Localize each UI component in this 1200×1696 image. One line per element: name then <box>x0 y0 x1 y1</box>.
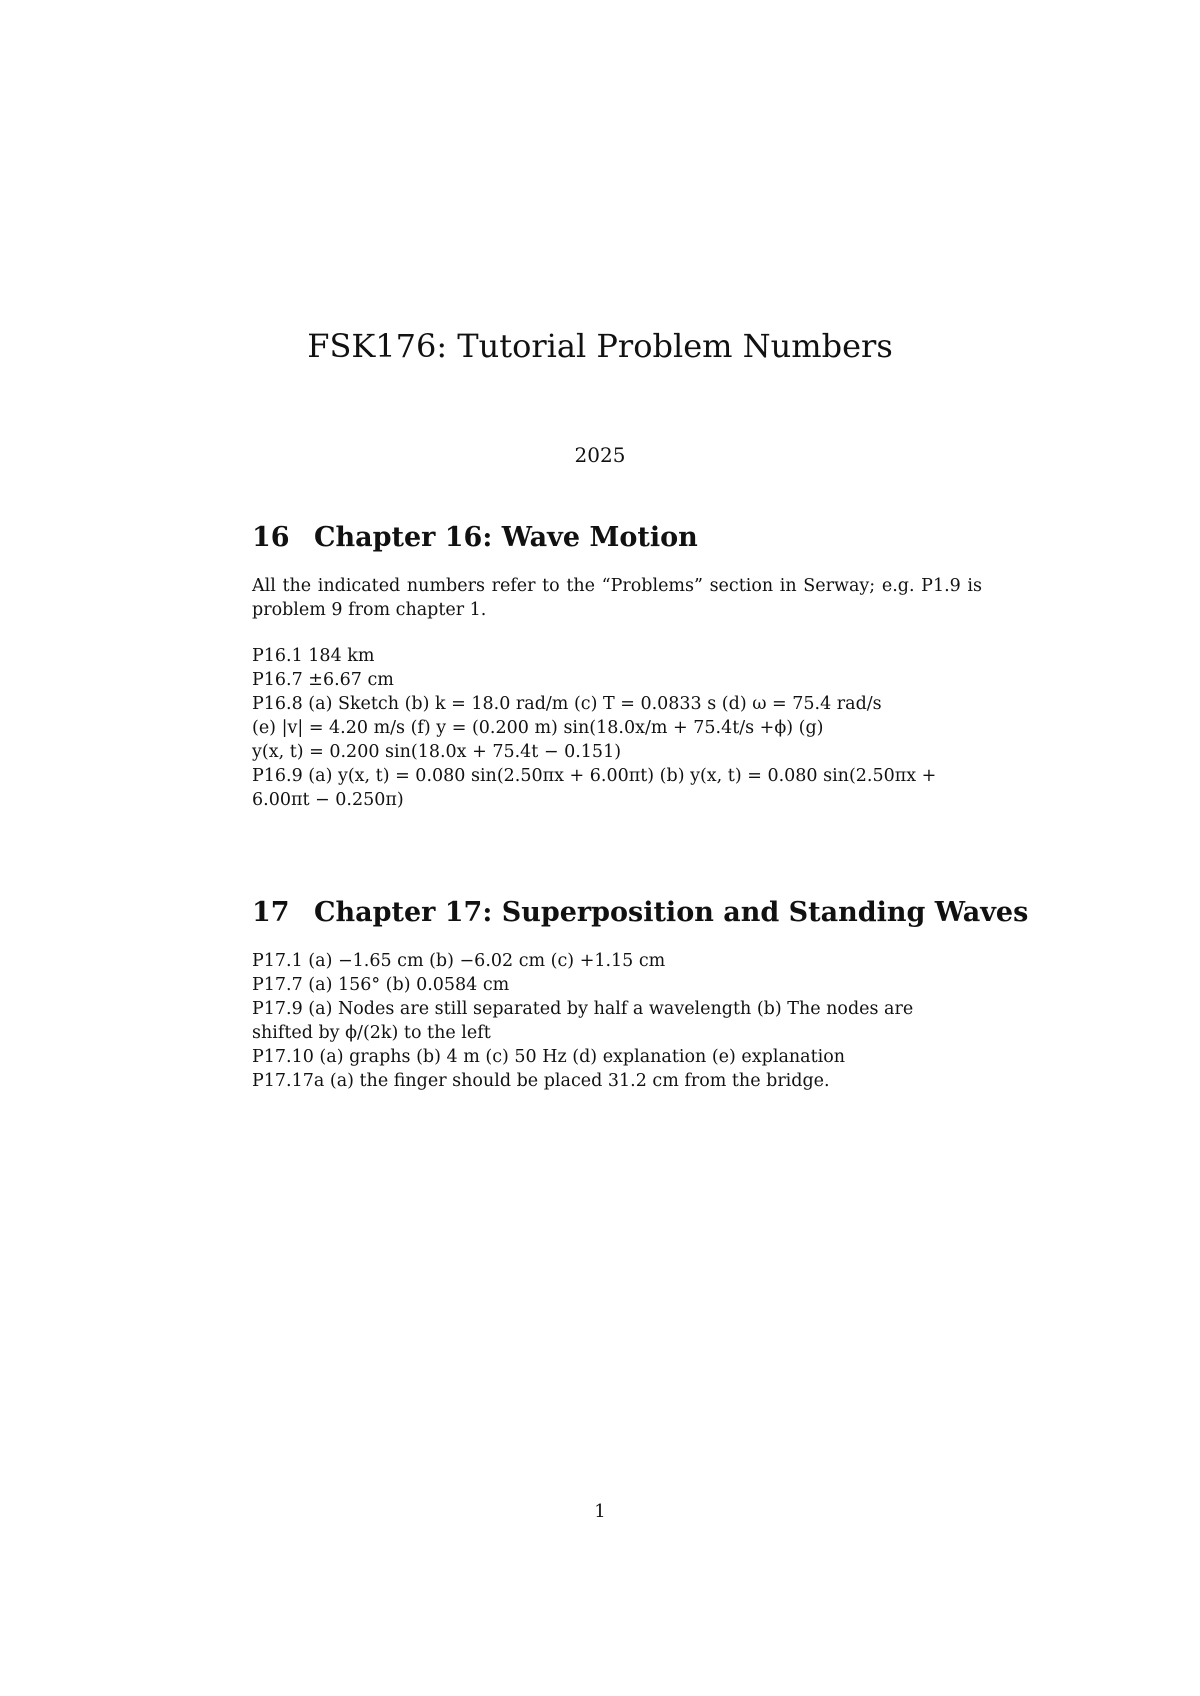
document-date: 2025 <box>574 443 626 467</box>
answer-line: P17.9 (a) Nodes are still separated by half a wavelength (b) The nodes are <box>252 999 914 1019</box>
intro-paragraph: All the indicated numbers refer to the “Problems” section in Serway; e.g. P1.9 is problem 9 from chapter 1. <box>252 576 982 620</box>
answer-line: P17.1 (a) −1.65 cm (b) −6.02 cm (c) +1.15 cm <box>252 951 666 971</box>
answer-line: P16.8 (a) Sketch (b) k = 18.0 rad/m (c) T = 0.0833 s (d) ω = 75.4 rad/s <box>252 694 882 714</box>
section-body <box>252 949 982 1093</box>
answer-line: P17.17a (a) the finger should be placed 31.2 cm from the bridge. <box>252 1071 830 1091</box>
answer-line: P16.9 (a) y(x, t) = 0.080 sin(2.50πx + 6.00πt) (b) y(x, t) = 0.080 sin(2.50πx + <box>252 766 937 786</box>
answer-line: 6.00πt − 0.250π) <box>252 790 404 810</box>
answer-line: P17.10 (a) graphs (b) 4 m (c) 50 Hz (d) explanation (e) explanation <box>252 1047 846 1067</box>
answer-line: (e) |v| = 4.20 m/s (f) y = (0.200 m) sin(18.0x/m + 75.4t/s +ϕ) (g) <box>252 718 824 738</box>
section-number: 16 <box>252 522 290 553</box>
answer-line: P16.1 184 km <box>252 646 375 666</box>
section-heading <box>252 895 1029 931</box>
section-body <box>252 574 982 812</box>
answer-line: shifted by ϕ/(2k) to the left <box>252 1023 491 1043</box>
page-number: 1 <box>594 1501 606 1522</box>
section-heading <box>252 520 982 556</box>
section-title: Chapter 16: Wave Motion <box>314 522 698 553</box>
section-number: 17 <box>252 897 290 928</box>
section-chapter-16 <box>252 520 982 812</box>
answer-line: P16.7 ±6.67 cm <box>252 670 394 690</box>
answer-line: P17.7 (a) 156° (b) 0.0584 cm <box>252 975 510 995</box>
document-title: FSK176: Tutorial Problem Numbers <box>307 327 893 365</box>
section-chapter-17 <box>252 895 1029 1093</box>
answer-line: y(x, t) = 0.200 sin(18.0x + 75.4t − 0.151) <box>252 742 622 762</box>
section-title: Chapter 17: Superposition and Standing Waves <box>314 897 1029 928</box>
